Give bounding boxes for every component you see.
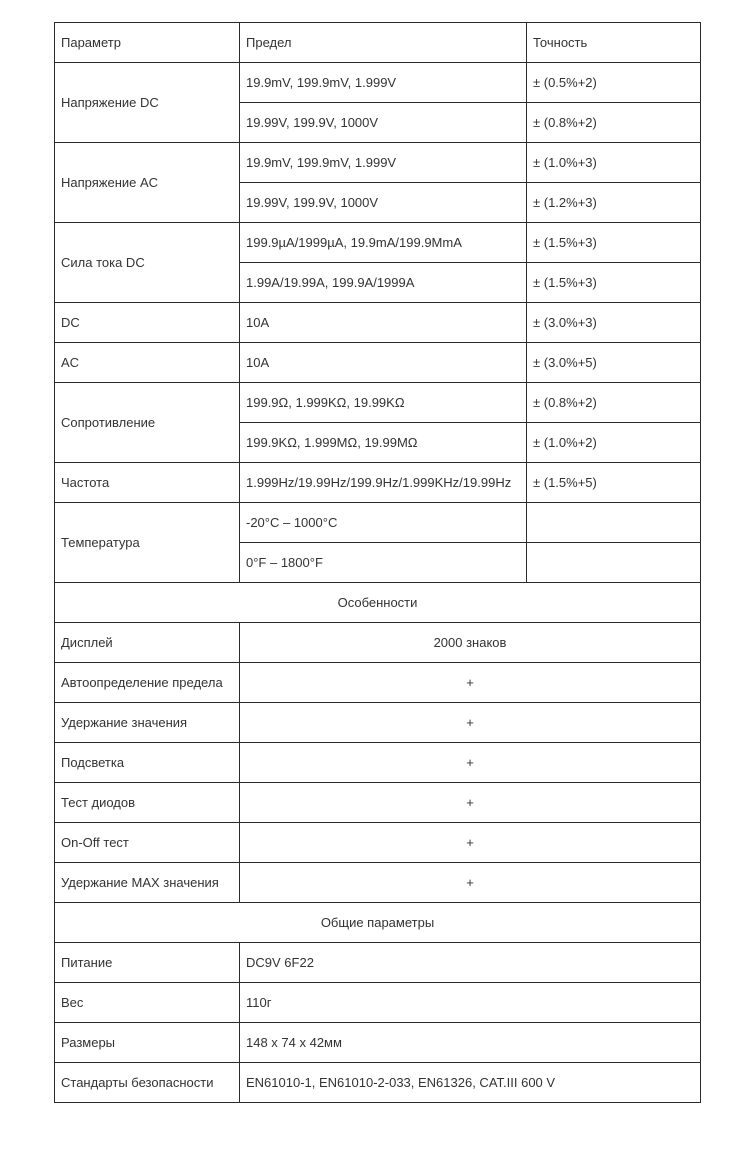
general-section-title: Общие параметры: [55, 903, 701, 943]
general-row: [55, 1063, 701, 1103]
general-value: 110г: [240, 983, 701, 1023]
general-row: [55, 1023, 701, 1063]
feature-value: +: [240, 663, 701, 703]
range-value: -20°C – 1000°C: [240, 503, 527, 543]
range-value: 19.99V, 199.9V, 1000V: [240, 103, 527, 143]
range-value: 19.9mV, 199.9mV, 1.999V: [240, 143, 527, 183]
general-value: 148 x 74 x 42мм: [240, 1023, 701, 1063]
accuracy-value: ± (1.5%+3): [527, 223, 701, 263]
general-row: [55, 943, 701, 983]
feature-value: 2000 знаков: [240, 623, 701, 663]
specifications-table-body: [55, 23, 701, 1103]
range-value: 10A: [240, 343, 527, 383]
feature-name: Тест диодов: [55, 783, 240, 823]
general-name: Питание: [55, 943, 240, 983]
measurement-row: [55, 143, 701, 183]
feature-value: +: [240, 823, 701, 863]
feature-name: Удержание MAX значения: [55, 863, 240, 903]
parameter-name: Частота: [55, 463, 240, 503]
feature-row: [55, 823, 701, 863]
range-value: 1.99A/19.99A, 199.9A/1999A: [240, 263, 527, 303]
accuracy-value: ± (1.5%+5): [527, 463, 701, 503]
accuracy-value: ± (1.0%+2): [527, 423, 701, 463]
general-name: Стандарты безопасности: [55, 1063, 240, 1103]
accuracy-value: ± (1.2%+3): [527, 183, 701, 223]
measurement-row: [55, 343, 701, 383]
parameter-name: Напряжение DC: [55, 63, 240, 143]
feature-row: [55, 743, 701, 783]
measurement-row: [55, 303, 701, 343]
feature-name: Дисплей: [55, 623, 240, 663]
accuracy-value: ± (0.5%+2): [527, 63, 701, 103]
accuracy-value: ± (0.8%+2): [527, 103, 701, 143]
accuracy-value: [527, 543, 701, 583]
parameter-name: Напряжение AC: [55, 143, 240, 223]
feature-row: [55, 703, 701, 743]
general-value: DC9V 6F22: [240, 943, 701, 983]
feature-name: Автоопределение предела: [55, 663, 240, 703]
feature-row: [55, 783, 701, 823]
features-section-title: Особенности: [55, 583, 701, 623]
feature-row: [55, 623, 701, 663]
header-param: Параметр: [55, 23, 240, 63]
table-header-row: [55, 23, 701, 63]
range-value: 19.9mV, 199.9mV, 1.999V: [240, 63, 527, 103]
parameter-name: Температура: [55, 503, 240, 583]
feature-value: +: [240, 783, 701, 823]
measurement-row: [55, 503, 701, 543]
parameter-name: DC: [55, 303, 240, 343]
general-name: Размеры: [55, 1023, 240, 1063]
accuracy-value: ± (1.5%+3): [527, 263, 701, 303]
accuracy-value: ± (3.0%+5): [527, 343, 701, 383]
section-header-row: [55, 903, 701, 943]
measurement-row: [55, 223, 701, 263]
feature-name: Удержание значения: [55, 703, 240, 743]
general-value: EN61010-1, EN61010-2-033, EN61326, CAT.III 600 V: [240, 1063, 701, 1103]
feature-row: [55, 663, 701, 703]
range-value: 10A: [240, 303, 527, 343]
range-value: 19.99V, 199.9V, 1000V: [240, 183, 527, 223]
feature-row: [55, 863, 701, 903]
parameter-name: AC: [55, 343, 240, 383]
general-name: Вес: [55, 983, 240, 1023]
parameter-name: Сила тока DC: [55, 223, 240, 303]
accuracy-value: ± (3.0%+3): [527, 303, 701, 343]
feature-value: +: [240, 743, 701, 783]
range-value: 199.9Ω, 1.999KΩ, 19.99KΩ: [240, 383, 527, 423]
range-value: 1.999Hz/19.99Hz/199.9Hz/1.999KHz/19.99Hz: [240, 463, 527, 503]
measurement-row: [55, 63, 701, 103]
section-header-row: [55, 583, 701, 623]
header-accuracy: Точность: [527, 23, 701, 63]
parameter-name: Сопротивление: [55, 383, 240, 463]
range-value: 0°F – 1800°F: [240, 543, 527, 583]
specifications-table: [54, 22, 701, 1103]
feature-value: +: [240, 703, 701, 743]
feature-name: Подсветка: [55, 743, 240, 783]
feature-value: +: [240, 863, 701, 903]
measurement-row: [55, 383, 701, 423]
accuracy-value: ± (1.0%+3): [527, 143, 701, 183]
measurement-row: [55, 463, 701, 503]
header-range: Предел: [240, 23, 527, 63]
accuracy-value: [527, 503, 701, 543]
general-row: [55, 983, 701, 1023]
accuracy-value: ± (0.8%+2): [527, 383, 701, 423]
range-value: 199.9KΩ, 1.999MΩ, 19.99MΩ: [240, 423, 527, 463]
range-value: 199.9µA/1999µA, 19.9mA/199.9MmA: [240, 223, 527, 263]
feature-name: On-Off тест: [55, 823, 240, 863]
